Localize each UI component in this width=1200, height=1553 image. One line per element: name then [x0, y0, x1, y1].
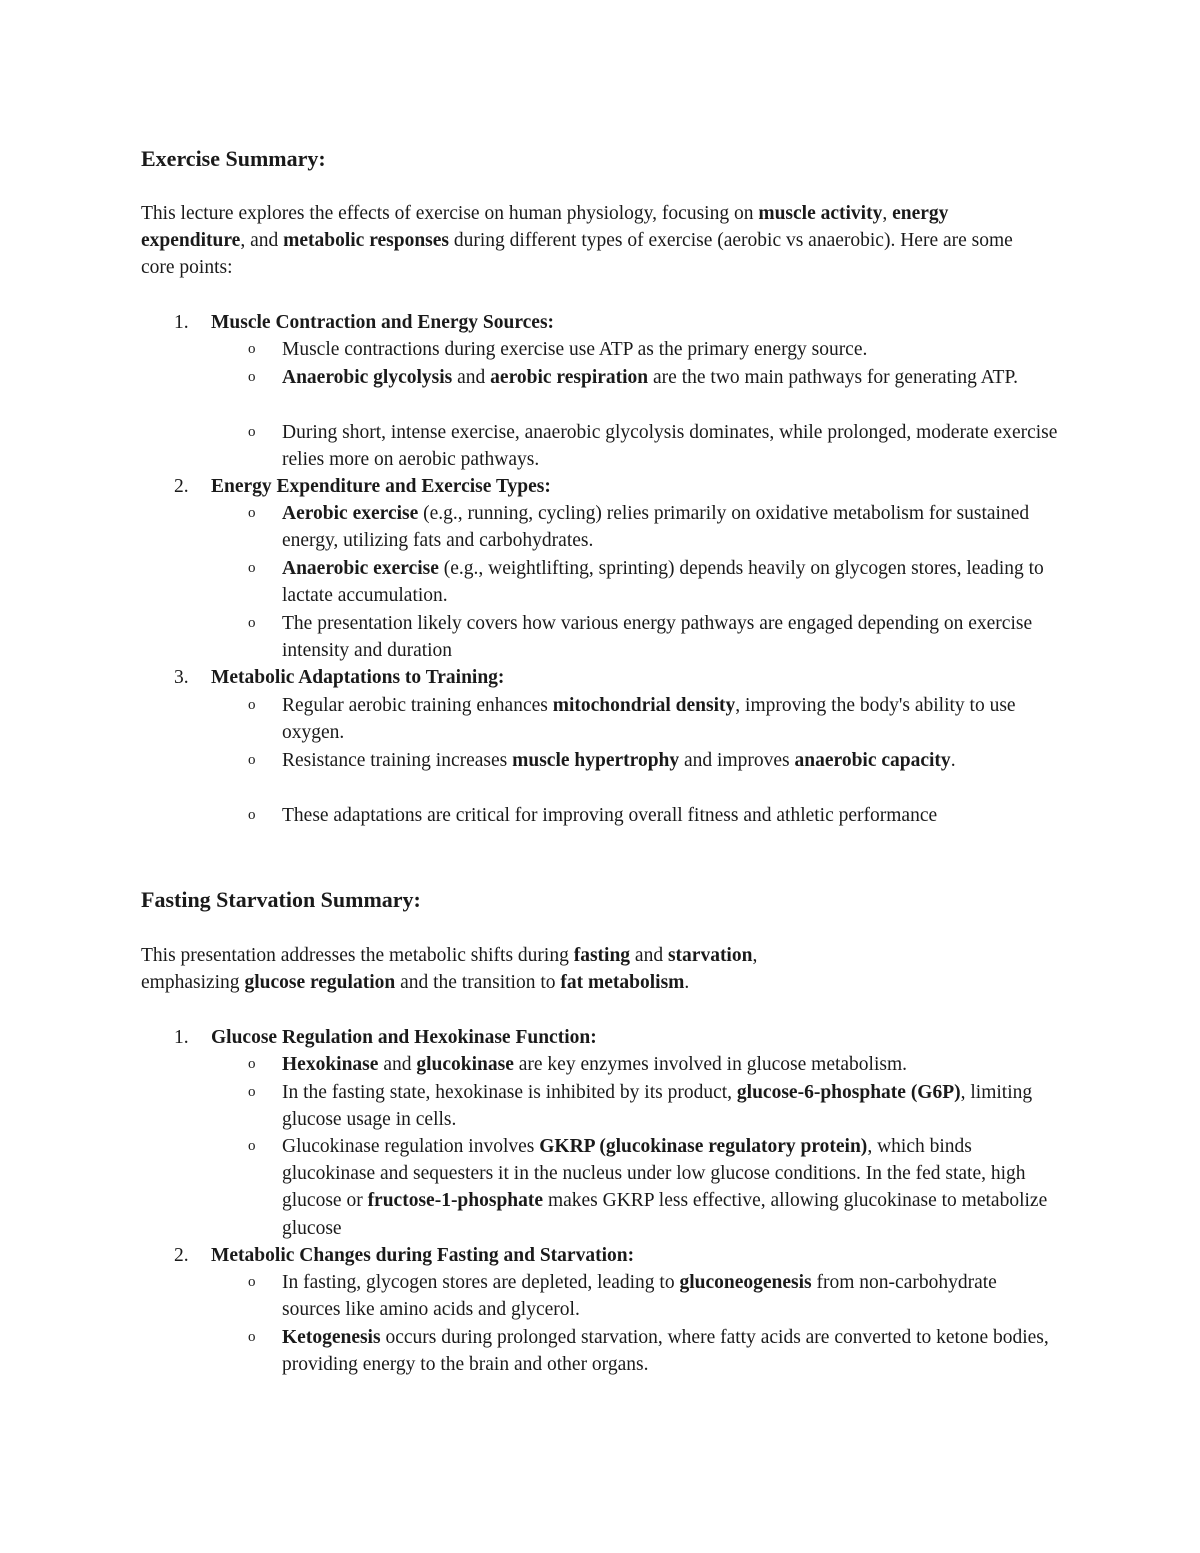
text-run: (e.g., weightlifting, sprinting) depends heavily on glycogen stores, leading to lactate accumulation.: [282, 558, 1044, 607]
text-run: In the fasting state, hexokinase is inhibited by its product,: [282, 1082, 737, 1103]
bullet-icon: o: [248, 1084, 256, 1100]
intro-bold: glucose regulation: [244, 972, 396, 994]
fasting-starvation-summary-heading: Fasting Starvation Summary:: [141, 887, 421, 912]
text-run: Resistance training increases: [282, 750, 513, 771]
list-item-title: Muscle Contraction and Energy Sources:: [211, 312, 555, 333]
sub-bullet-text: [282, 802, 982, 829]
sub-bullet-text: [282, 419, 1072, 473]
bullet-icon: o: [248, 1329, 256, 1345]
intro-text: ,: [882, 203, 893, 224]
intro-bold: starvation: [667, 945, 753, 966]
sub-bullet-text: [282, 610, 1072, 664]
bold-run: Ketogenesis: [282, 1327, 381, 1348]
list-item-title: Glucose Regulation and Hexokinase Function:: [211, 1027, 597, 1048]
text-run: These adaptations are critical for improving overall fitness and athletic performance: [282, 805, 938, 826]
intro-text: ,: [752, 945, 758, 966]
list-number: 3.: [174, 667, 189, 688]
intro-text: and the transition to: [395, 972, 561, 994]
intro-bold: fasting: [573, 945, 631, 966]
bold-run: Anaerobic glycolysis: [282, 367, 453, 388]
intro-bold: energy expenditure: [141, 203, 949, 252]
bullet-icon: o: [248, 341, 256, 357]
bullet-icon: o: [248, 560, 256, 576]
bullet-icon: o: [248, 1056, 256, 1072]
bold-run: fructose-1-phosphate: [367, 1190, 544, 1212]
intro-text: , and: [240, 230, 284, 252]
intro-text: emphasizing: [141, 972, 245, 994]
intro-text: This presentation addresses the metabolic shifts during: [141, 945, 574, 966]
text-run: Regular aerobic training enhances: [282, 695, 553, 716]
text-run: are the two main pathways for generating ATP.: [648, 367, 1019, 388]
intro-text: .: [684, 972, 690, 994]
intro-text: and: [630, 945, 668, 966]
intro-text: during different types of exercise (aerobic vs anaerobic). Here are some core points:: [141, 230, 1013, 279]
text-run: and: [452, 367, 491, 388]
text-run: , improving the body's ability to use oxygen.: [282, 695, 1016, 744]
sub-bullet-text: [282, 1269, 1042, 1323]
bullet-icon: o: [248, 505, 256, 521]
sub-bullet-text: [282, 692, 1072, 746]
text-run: .: [950, 750, 956, 771]
exercise-intro-paragraph: [141, 200, 1041, 282]
bold-run: Hexokinase: [282, 1054, 379, 1075]
sub-bullet-text: [282, 555, 1072, 609]
bold-run: glucokinase: [416, 1054, 514, 1075]
list-item-title: Metabolic Adaptations to Training:: [211, 667, 505, 688]
exercise-summary-heading: Exercise Summary:: [141, 146, 326, 171]
text-run: , which binds glucokinase and sequesters it in the nucleus under low glucose conditions. In the fed state, high glucose or: [282, 1136, 1026, 1212]
list-number: 1.: [174, 1027, 189, 1048]
text-run: occurs during prolonged starvation, where fatty acids are converted to ketone bodies, providing energy to the brain and other organs.: [282, 1327, 1049, 1376]
sub-bullet-text: [282, 1324, 1052, 1378]
list-number: 1.: [174, 312, 189, 333]
list-number: 2.: [174, 1245, 189, 1266]
list-number: 2.: [174, 476, 189, 497]
bold-run: GKRP (glucokinase regulatory protein): [539, 1136, 868, 1157]
bullet-icon: o: [248, 752, 256, 768]
bold-run: gluconeogenesis: [679, 1272, 812, 1293]
text-run: and: [378, 1054, 417, 1075]
intro-text: This lecture explores the effects of exercise on human physiology, focusing on: [141, 203, 759, 224]
sub-bullet-text: [282, 364, 1072, 391]
text-run: Glucokinase regulation involves: [282, 1136, 540, 1157]
list-item-title: Metabolic Changes during Fasting and Starvation:: [211, 1245, 635, 1266]
bullet-icon: o: [248, 697, 256, 713]
bold-run: Aerobic exercise: [282, 503, 419, 524]
bold-run: muscle hypertrophy: [512, 750, 680, 771]
text-run: Muscle contractions during exercise use ATP as the primary energy source.: [282, 339, 868, 360]
text-run: makes GKRP less effective, allowing glucokinase to metabolize glucose: [282, 1190, 1048, 1239]
fasting-intro-paragraph: [141, 942, 1041, 996]
sub-bullet-text: [282, 1051, 1072, 1078]
bullet-icon: o: [248, 1138, 256, 1154]
text-run: During short, intense exercise, anaerobic glycolysis dominates, while prolonged, moderate exercise relies more on aerobic pathways.: [282, 422, 1058, 471]
bold-run: aerobic respiration: [490, 367, 649, 388]
bold-run: anaerobic capacity: [794, 750, 951, 771]
bold-run: mitochondrial density: [552, 695, 736, 716]
sub-bullet-text: [282, 1079, 1052, 1133]
text-run: (e.g., running, cycling) relies primarily on oxidative metabolism for sustained energy, utilizing fats and carbohydrates.: [282, 503, 1030, 552]
bold-run: glucose-6-phosphate (G6P): [736, 1082, 961, 1103]
intro-bold: metabolic responses: [283, 230, 450, 252]
bold-run: Anaerobic exercise: [282, 558, 439, 579]
intro-bold: muscle activity: [758, 203, 883, 224]
text-run: are key enzymes involved in glucose metabolism.: [513, 1054, 908, 1075]
text-run: and improves: [679, 750, 795, 771]
sub-bullet-text: [282, 500, 1072, 554]
bullet-icon: o: [248, 1274, 256, 1290]
intro-bold: fat metabolism: [560, 972, 685, 994]
bullet-icon: o: [248, 615, 256, 631]
text-run: from non-carbohydrate sources like amino acids and glycerol.: [282, 1272, 997, 1321]
bullet-icon: o: [248, 369, 256, 385]
sub-bullet-text: [282, 747, 1022, 774]
sub-bullet-text: [282, 1133, 1052, 1242]
sub-bullet-text: [282, 336, 1072, 363]
bullet-icon: o: [248, 424, 256, 440]
list-item-title: Energy Expenditure and Exercise Types:: [211, 476, 551, 497]
text-run: In fasting, glycogen stores are depleted, leading to: [282, 1272, 680, 1293]
bullet-icon: o: [248, 807, 256, 823]
text-run: , limiting glucose usage in cells.: [282, 1082, 1033, 1131]
text-run: The presentation likely covers how various energy pathways are engaged depending on exercise intensity and duration: [282, 613, 1033, 662]
